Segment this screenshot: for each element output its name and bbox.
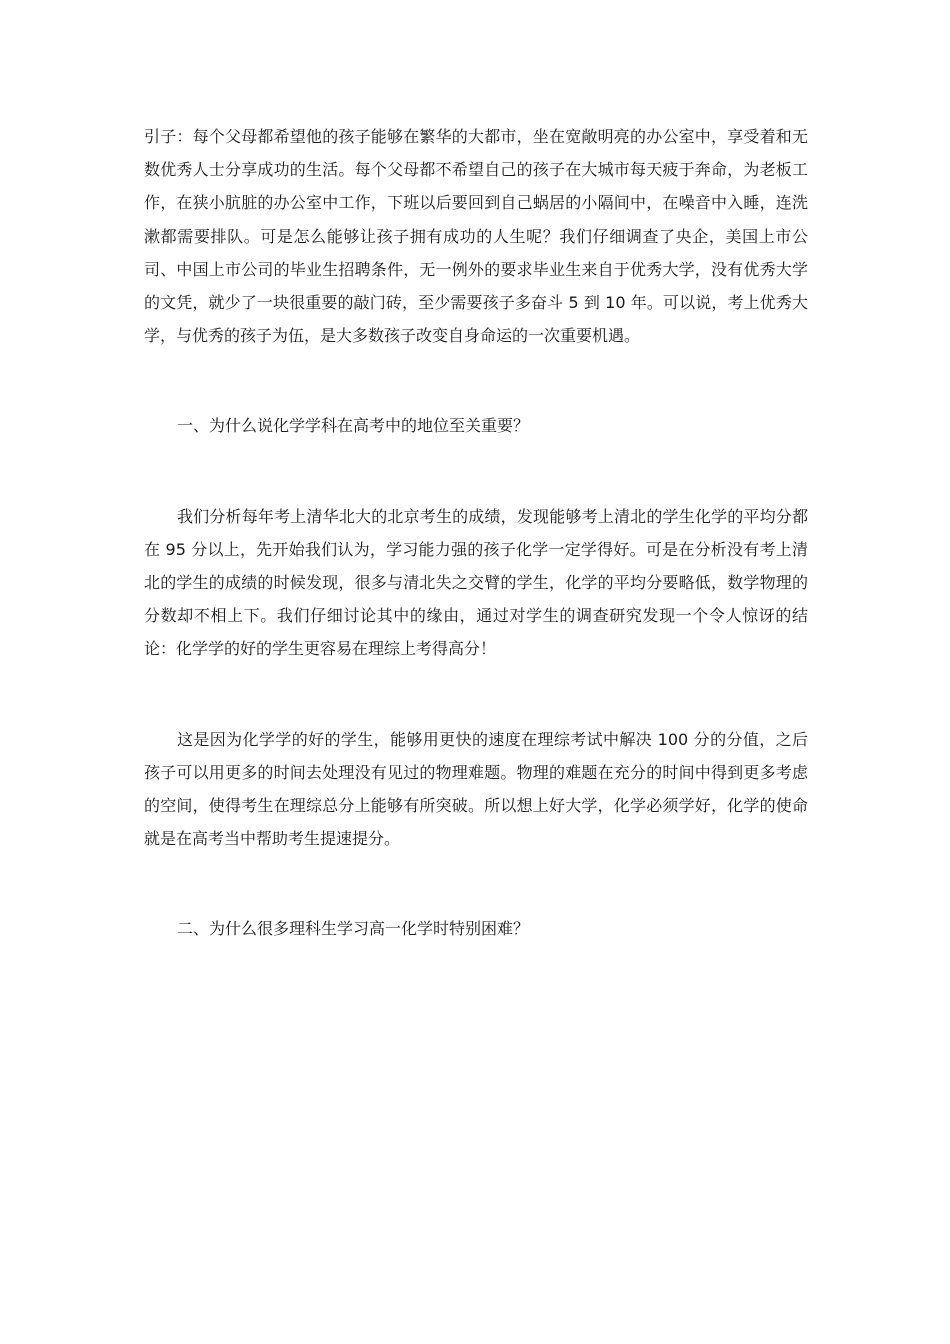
- document-body: [144, 120, 808, 946]
- intro-paragraph: 引子：每个父母都希望他的孩子能够在繁华的大都市，坐在宽敞明亮的办公室中，享受着和无数优秀人士分享成功的生活。每个父母都不希望自己的孩子在大城市每天疲于奔命，为老板工作，在狭小肮脏的办公室中工作，下班以后要回到自己蜗居的小隔间中，在噪音中入睡，连洗漱都需要排队。可是怎么能够让孩子拥有成功的人生呢？我们仔细调查了央企，美国上市公司、中国上市公司的毕业生招聘条件，无一例外的要求毕业生来自于优秀大学，没有优秀大学的文凭，就少了一块很重要的敲门砖，至少需要孩子多奋斗 5 到 10 年。可以说，考上优秀大学，与优秀的孩子为伍，是大多数孩子改变自身命运的一次重要机遇。: [144, 127, 808, 346]
- section-heading-1: 一、为什么说化学学科在高考中的地位至关重要？: [177, 416, 530, 436]
- body-paragraph-1: 我们分析每年考上清华北大的北京考生的成绩，发现能够考上清北的学生化学的平均分都在 95 分以上，先开始我们认为，学习能力强的孩子化学一定学得好。可是在分析没有考上清北的学生的成绩的时候发现，很多与清北失之交臂的学生，化学的平均分要略低，数学物理的分数却不相上下。我们仔细讨论其中的缘由，通过对学生的调查研究发现一个令人惊讶的结论：化学学的好的学生更容易在理综上考得高分！: [144, 506, 808, 659]
- body-paragraph-2: 这是因为化学学的好的学生，能够用更快的速度在理综考试中解决 100 分的分值，之后孩子可以用更多的时间去处理没有见过的物理难题。物理的难题在充分的时间中得到更多考虑的空间，使得考生在理综总分上能够有所突破。所以想上好大学，化学必须学好，化学的使命就是在高考当中帮助考生提速提分。: [144, 729, 808, 849]
- section-heading-2: 二、为什么很多理科生学习高一化学时特别困难？: [177, 919, 530, 939]
